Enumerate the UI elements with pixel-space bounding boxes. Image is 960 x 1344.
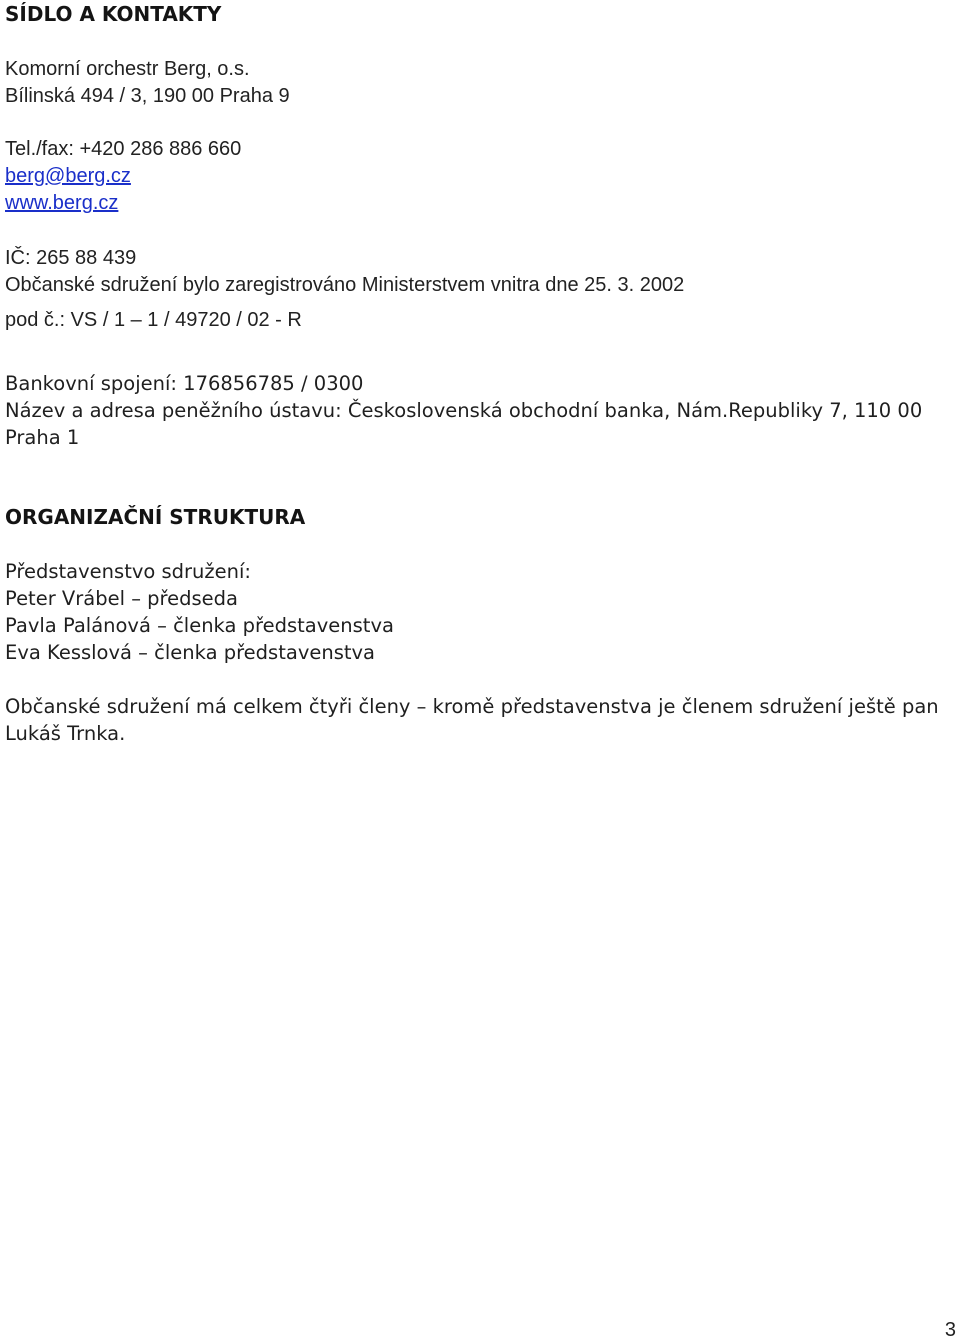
heading-sidlo-a-kontakty: SÍDLO A KONTAKTY <box>5 2 222 26</box>
ic-number: IČ: 265 88 439 <box>5 247 137 269</box>
web-link[interactable]: www.berg.cz <box>5 192 119 214</box>
heading-organizacni-struktura: ORGANIZAČNÍ STRUKTURA <box>5 505 306 529</box>
board-member: Peter Vrábel – předseda <box>5 587 238 610</box>
page-number: 3 <box>944 1319 956 1341</box>
phone-fax: Tel./fax: +420 286 886 660 <box>5 138 242 160</box>
email-link[interactable]: berg@berg.cz <box>5 165 131 187</box>
board-title: Představenstvo sdružení: <box>5 560 251 583</box>
bank-address: Název a adresa peněžního ústavu: Československá obchodní banka, Nám.Republiky 7, 110 00 Praha 1 <box>5 399 923 449</box>
registration-info: Občanské sdružení bylo zaregistrováno Ministerstvem vnitra dne 25. 3. 2002 <box>5 274 685 296</box>
registration-number: pod č.: VS / 1 – 1 / 49720 / 02 - R <box>5 309 302 331</box>
membership-note: Občanské sdružení má celkem čtyři členy – kromě představenstva je členem sdružení ještě pan Lukáš Trnka. <box>5 695 939 745</box>
board-member: Pavla Palánová – členka představenstva <box>5 614 394 637</box>
email-line <box>5 163 131 190</box>
organization-address: Bílinská 494 / 3, 190 00 Praha 9 <box>5 85 290 107</box>
web-line <box>5 190 118 217</box>
organization-name: Komorní orchestr Berg, o.s. <box>5 58 250 80</box>
bank-account: Bankovní spojení: 176856785 / 0300 <box>5 372 364 395</box>
board-member: Eva Kesslová – členka představenstva <box>5 641 376 664</box>
